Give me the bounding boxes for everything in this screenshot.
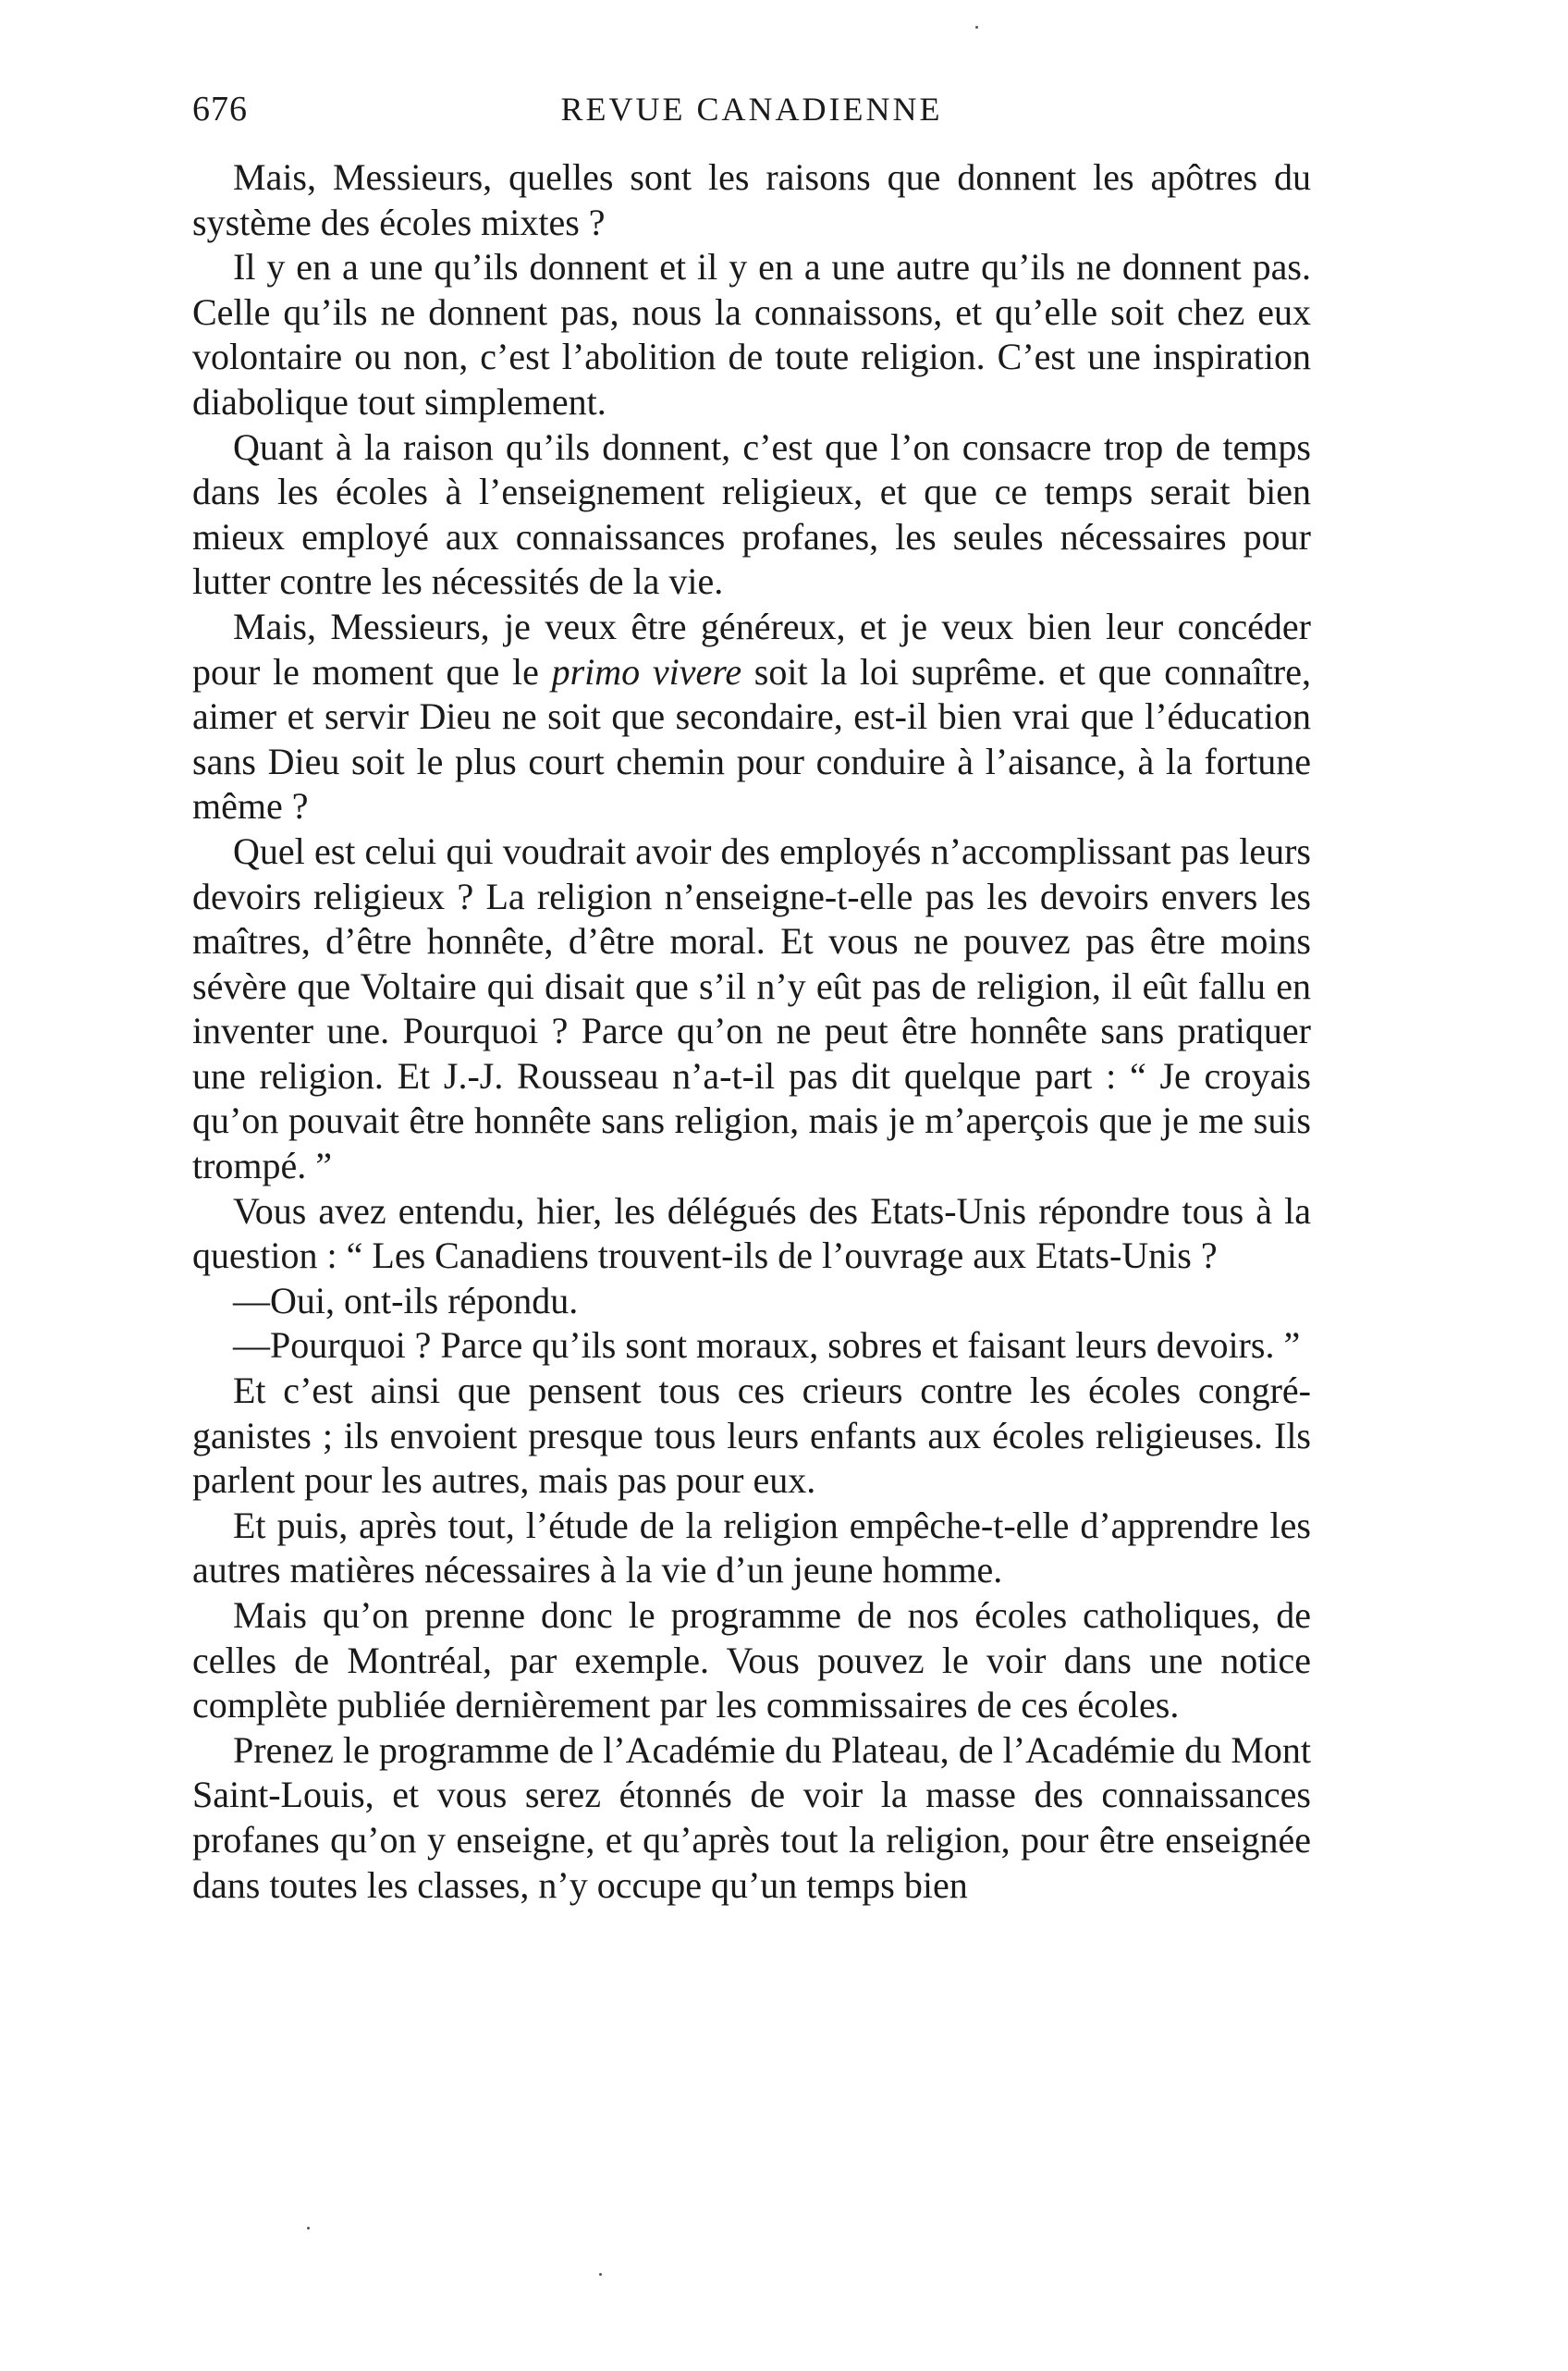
paragraph-5: Quel est celui qui voudrait avoir des employés n’accomplissant pas leurs devoirs religieux ? La religion n’enseigne-t-elle pas les devoirs envers les maîtres, d’être honnête, d’être moral. Et vous ne pouvez pas être moins sévère que Voltaire qui disait que s’il n’y eût pas de religion, il eût fallu en inventer une. Pourquoi ? Parce qu’on ne peut être honnête sans pratiquer une religion. Et J.-J. Rousseau n’a-t-il pas dit quelque part : “ Je croyais qu’on pouvait être honnête sans religion, mais je m’aperçois que je me suis trompé. ” [192, 829, 1311, 1187]
scan-speck [307, 2227, 310, 2230]
paragraph-10: Et puis, après tout, l’étude de la religion empêche-t-elle d’apprendre les autres matières nécessaires à la vie d’un jeune homme. [192, 1504, 1311, 1591]
page-number: 676 [192, 90, 248, 129]
paragraph-1: Mais, Messieurs, quelles sont les raisons que donnent les apôtres du système des écoles mixtes ? [192, 156, 1311, 243]
paragraph-7: —Oui, ont-ils répondu. [233, 1279, 579, 1321]
paragraph-11: Mais qu’on prenne donc le programme de nos écoles catholiques, de celles de Montréal, par exemple. Vous pouvez le voir dans une notice complète publiée dernièrement par les commissaires de ces écoles. [192, 1594, 1311, 1726]
paragraph-2: Il y en a une qu’ils donnent et il y en a une autre qu’ils ne donnent pas. Celle qu’ils ne donnent pas, nous la connaissons, et qu’elle soit chez eux volontaire ou non, c’est l’abolition de toute religion. C’est une inspiration diabolique tout simplement. [192, 246, 1311, 423]
paragraph-12: Prenez le programme de l’Académie du Plateau, de l’Académie du Mont Saint-Louis, et vous serez étonnés de voir la masse des connaissances profanes qu’on y enseigne, et qu’après tout la religion, pour être enseignée dans toutes les classes, n’y occupe qu’un temps bien [192, 1728, 1311, 1906]
paragraph-6: Vous avez entendu, hier, les délégués des Etats-Unis répondre tous à la question : “ Les Canadiens trouvent-ils de l’ouvrage aux Etats-Unis ? [192, 1189, 1311, 1277]
scan-speck [599, 2273, 602, 2276]
italic-phrase: primo vivere [551, 650, 742, 693]
paragraph-4-after: soit la loi suprême. et que connaître, aimer et servir Dieu ne soit que secondaire, est-il bien vrai que l’éducation sans Dieu soit le plus court chemin pour conduire à l’aisance, à la fortune même ? [192, 650, 1312, 828]
paragraph-4 [192, 605, 1311, 829]
paragraph-4-before: Mais, Messieurs, je veux être généreux, et je veux bien leur concéder pour le moment que le [192, 605, 1311, 693]
page-header [192, 81, 1311, 137]
body-text [192, 155, 1311, 1908]
running-title: REVUE CANADIENNE [560, 91, 943, 128]
scan-speck [975, 26, 978, 29]
paragraph-9: Et c’est ainsi que pensent tous ces crieurs contre les écoles congréganistes ; ils envoient presque tous leurs enfants aux écoles religieuses. Ils parlent pour les autres, mais pas pour eux. [192, 1370, 1311, 1502]
paragraph-3: Quant à la raison qu’ils donnent, c’est que l’on consacre trop de temps dans les écoles à l’enseignement religieux, et que ce temps serait bien mieux employé aux connaissances profanes, les seules nécessaires pour lutter contre les nécessités de la vie. [192, 425, 1311, 603]
paragraph-8: —Pourquoi ? Parce qu’ils sont moraux, sobres et faisant leurs devoirs. ” [233, 1324, 1301, 1367]
